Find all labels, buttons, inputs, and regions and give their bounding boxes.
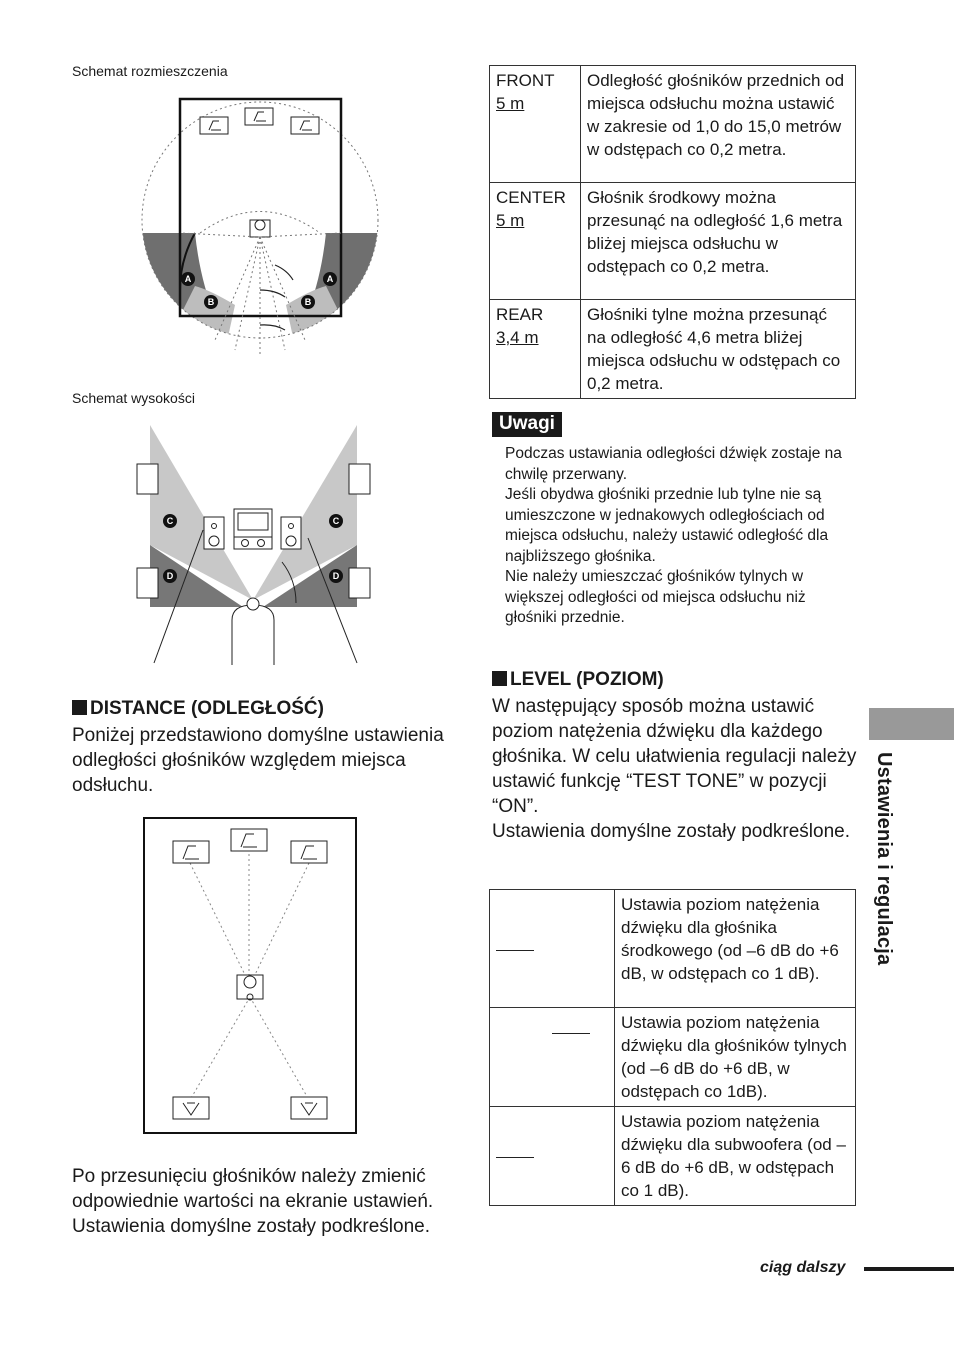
- zone-d-left-label: D: [166, 571, 174, 581]
- section-bullet-icon: [72, 700, 87, 715]
- continued-label: ciąg dalszy: [760, 1259, 846, 1276]
- level-heading: LEVEL (POZIOM): [492, 669, 664, 691]
- zone-c-right-label: C: [332, 516, 340, 526]
- distance-desc-cell: Głośniki tylne można przesunąć na odległość 4,6 metra bliżej miejsca odsłuchu w odstępach co 0,2 metra.: [581, 300, 856, 399]
- table-row: [490, 890, 856, 1008]
- level-intro: W następujący sposób można ustawić poziom natężenia dźwięku dla każdego głośnika. W celu ułatwienia regulacji należy ustawić funkcję “TEST TONE” w pozycji “ON”. Ustawienia domyślne zostały podkreślone.: [492, 696, 857, 842]
- distance-heading: DISTANCE (ODLEGŁOŚĆ): [72, 698, 324, 720]
- speaker-layout-diagram: [135, 90, 385, 360]
- table-row: [490, 66, 856, 183]
- zone-c-left-label: C: [166, 516, 174, 526]
- distance-name-cell: REAR 3,4 m: [490, 300, 581, 399]
- distance-intro: Poniżej przedstawiono domyślne ustawienia odległości głośników względem miejsca odsłuchu.: [72, 725, 444, 796]
- height-diagram-caption: Schemat wysokości: [72, 390, 195, 406]
- level-name-cell: [490, 1008, 615, 1107]
- table-row: [490, 300, 856, 399]
- level-desc-cell: Ustawia poziom natężenia dźwięku dla subwoofera (od –6 dB do +6 dB, w odstępach co 1 dB).: [615, 1107, 856, 1206]
- note-item: Nie należy umieszczać głośników tylnych w większej odległości od miejsca odsłuchu niż głośniki przednie.: [505, 568, 806, 626]
- distance-desc-cell: Odległość głośników przednich od miejsca odsłuchu można ustawić w zakresie od 1,0 do 15,0 metrów w odstępach co 0,2 metra.: [581, 66, 856, 183]
- level-desc-cell: Ustawia poziom natężenia dźwięku dla głośnika środkowego (od –6 dB do +6 dB, w odstępach co 1 dB).: [615, 890, 856, 1008]
- note-item: Jeśli obydwa głośniki przednie lub tylne nie są umieszczone w jednakowych odległościach od miejsca odsłuchu, należy ustawić odległość dla najbliższego głośnika.: [505, 486, 829, 565]
- zone-b-left-label: B: [207, 297, 215, 307]
- level-desc-cell: Ustawia poziom natężenia dźwięku dla głośników tylnych (od –6 dB do +6 dB, w odstępach co 1dB).: [615, 1008, 856, 1107]
- level-table: [489, 889, 856, 1206]
- zone-a-right-label: A: [326, 274, 334, 284]
- zone-b-right-label: B: [304, 297, 312, 307]
- distance-table: [489, 65, 856, 399]
- level-name-cell: [490, 1107, 615, 1206]
- zone-d-right-label: D: [332, 571, 340, 581]
- section-bullet-icon: [492, 671, 507, 686]
- continued-rule: [864, 1267, 954, 1271]
- side-tab-marker: [869, 708, 954, 740]
- side-section-title: Ustawienia i regulacja: [873, 752, 895, 966]
- distance-name-cell: CENTER 5 m: [490, 183, 581, 300]
- layout-diagram-caption: Schemat rozmieszczenia: [72, 63, 228, 79]
- note-item: Podczas ustawiania odległości dźwięk zostaje na chwilę przerwany.: [505, 445, 842, 483]
- table-row: [490, 1107, 856, 1206]
- level-name-cell: [490, 890, 615, 1008]
- table-row: [490, 183, 856, 300]
- distance-name-cell: FRONT 5 m: [490, 66, 581, 183]
- notes-badge: Uwagi: [492, 412, 562, 437]
- distance-diagram: [143, 817, 359, 1136]
- speaker-height-diagram: [128, 420, 378, 665]
- notes-list: [505, 444, 860, 629]
- zone-a-left-label: A: [184, 274, 192, 284]
- table-row: [490, 1008, 856, 1107]
- distance-desc-cell: Głośnik środkowy można przesunąć na odległość 1,6 metra bliżej miejsca odsłuchu w odstępach co 0,2 metra.: [581, 183, 856, 300]
- distance-outro: Po przesunięciu głośników należy zmienić odpowiednie wartości na ekranie ustawień. Ustawienia domyślne zostały podkreślone.: [72, 1166, 434, 1237]
